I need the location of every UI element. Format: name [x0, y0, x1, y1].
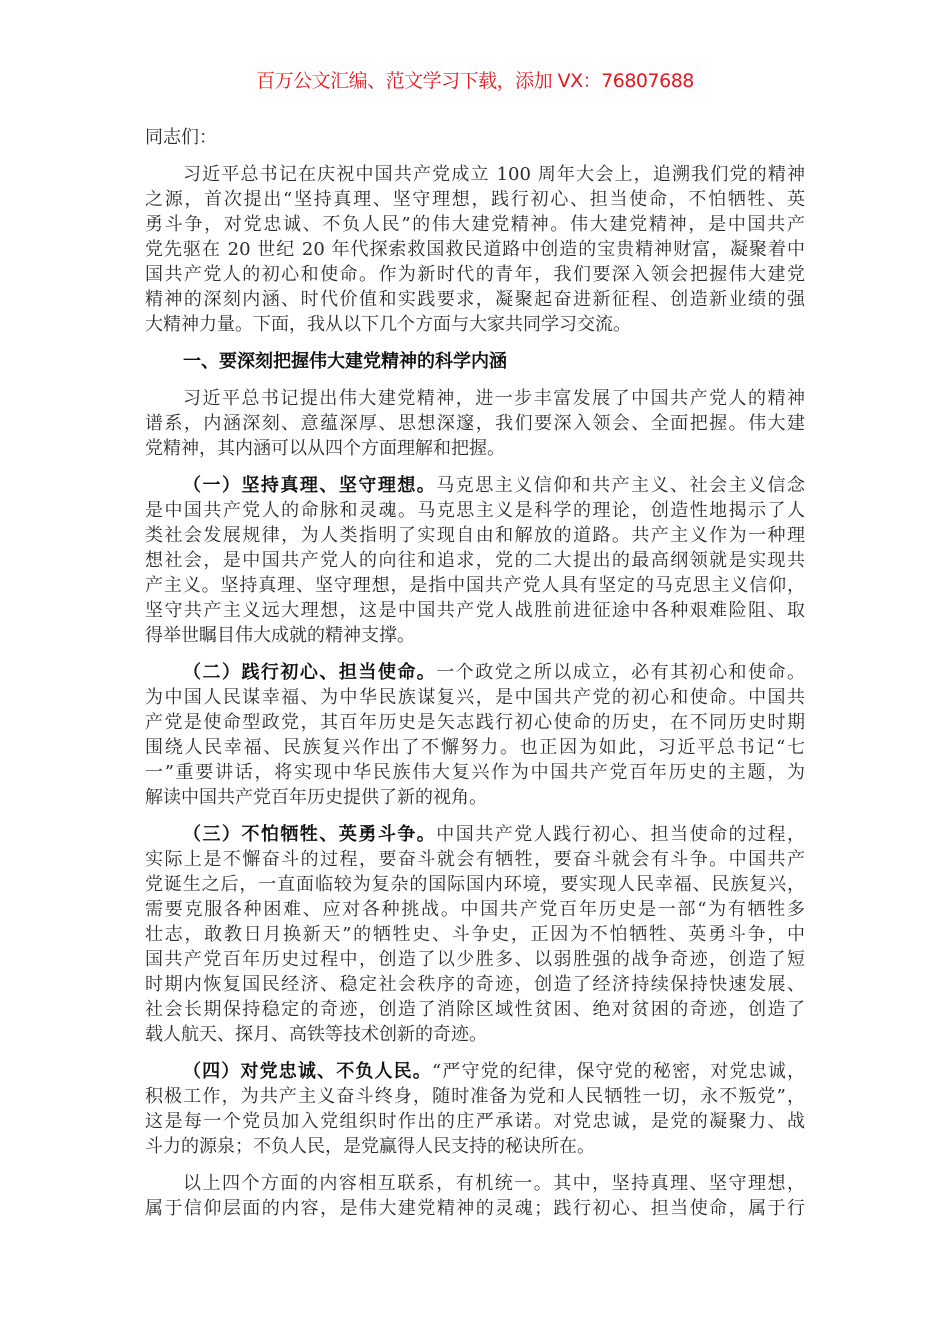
- line-text: 为中国人民谋幸福、为中华民族谋复兴，是中国共产党的初心和使命。中国共: [145, 687, 805, 708]
- paragraph: [145, 162, 805, 337]
- document-body: [145, 125, 805, 1221]
- line-text: 壮志，敢教日月换新天”的牺牲史、斗争史，正因为不怕牺牲、英勇斗争，中: [145, 924, 805, 945]
- paragraph-line: [145, 660, 805, 685]
- paragraph-line: [145, 573, 805, 598]
- paragraph-line: [145, 1196, 805, 1221]
- paragraph-line: [145, 598, 805, 623]
- line-text: 这是每一个党员加入党组织时作出的庄严承诺。对党忠诚，是党的凝聚力、战: [145, 1111, 805, 1132]
- line-text: 属于信仰层面的内容，是伟大建党精神的灵魂；践行初心、担当使命，属于行: [145, 1198, 805, 1219]
- paragraph: [145, 473, 805, 648]
- line-text: 时期内恢复国民经济、稳定社会秩序的奇迹，创造了经济持续保持快速发展、: [145, 974, 805, 995]
- line-text: 党先驱在 20 世纪 20 年代探索救国救民道路中创造的宝贵精神财富，凝聚着中: [145, 239, 805, 260]
- line-text: 党精神，其内涵可以从四个方面理解和把握。: [145, 438, 505, 459]
- paragraph-line: [145, 386, 805, 411]
- line-text: 围绕人民幸福、民族复兴作出了不懈努力。也正因为如此，习近平总书记“七: [145, 737, 805, 758]
- line-text: 解读中国共产党百年历史提供了新的视角。: [145, 787, 487, 808]
- line-text: 精神的深刻内涵、时代价值和实践要求，凝聚起奋进新征程、创造新业绩的强: [145, 289, 805, 310]
- section-heading: 一、要深刻把握伟大建党精神的科学内涵: [183, 351, 507, 372]
- line-text: 类社会发展规律，为人类指明了实现自由和解放的道路。共产主义作为一种理: [145, 525, 805, 546]
- line-text: 习近平总书记提出伟大建党精神，进一步丰富发展了中国共产党人的精神: [183, 388, 805, 409]
- paragraph-line: [145, 212, 805, 237]
- line-text: 谱系，内涵深刻、意蕴深厚、思想深邃，我们要深入领会、全面把握。伟大建: [145, 413, 805, 434]
- paragraph-line: [145, 760, 805, 785]
- line-text: 中国共产党人践行初心、担当使命的过程，: [436, 824, 806, 845]
- paragraph: [145, 660, 805, 810]
- paragraph: [145, 1171, 805, 1221]
- line-text: 之源，首次提出“坚持真理、坚守理想，践行初心、担当使命，不怕牺牲、英: [145, 189, 805, 210]
- paragraph-line: [145, 436, 805, 461]
- line-text: 国共产党人的初心和使命。作为新时代的青年，我们要深入领会把握伟大建党: [145, 264, 805, 285]
- paragraph-line: [145, 523, 805, 548]
- line-text: 马克思主义信仰和共产主义、社会主义信念: [436, 475, 806, 496]
- line-text: 想社会，是中国共产党人的向往和追求，党的二大提出的最高纲领就是实现共: [145, 550, 805, 571]
- paragraph-line: [145, 785, 805, 810]
- line-text: 社会长期保持稳定的奇迹，创造了消除区域性贫困、绝对贫困的奇迹，创造了: [145, 999, 805, 1020]
- line-text: 积极工作，为共产主义奋斗终身，随时准备为党和人民牺牲一切，永不叛党”，: [145, 1086, 805, 1107]
- paragraph-line: [145, 548, 805, 573]
- paragraphs: [145, 162, 805, 1221]
- paragraph-line: [145, 1109, 805, 1134]
- paragraph-line: [145, 685, 805, 710]
- line-text: 是中国共产党人的命脉和灵魂。马克思主义是科学的理论，创造性地揭示了人: [145, 500, 805, 521]
- paragraph-lead: （三）不怕牺牲、英勇斗争。: [183, 824, 437, 845]
- line-text: 载人航天、探月、高铁等技术创新的奇迹。: [145, 1024, 487, 1045]
- paragraph-line: [145, 972, 805, 997]
- line-text: 实际上是不懈奋斗的过程，要奋斗就会有牺牲，要奋斗就会有斗争。中国共产: [145, 849, 805, 870]
- paragraph-lead: （二）践行初心、担当使命。: [183, 662, 437, 683]
- line-text: 国共产党百年历史过程中，创造了以少胜多、以弱胜强的战争奇迹，创造了短: [145, 949, 805, 970]
- paragraph-line: [145, 897, 805, 922]
- line-text: 产主义。坚持真理、坚守理想，是指中国共产党人具有坚定的马克思主义信仰，: [145, 575, 805, 596]
- paragraph-line: [145, 498, 805, 523]
- line-text: 得举世瞩目伟大成就的精神支撑。: [145, 625, 415, 646]
- paragraph: [145, 1059, 805, 1159]
- paragraph-line: [145, 1084, 805, 1109]
- paragraph-line: [145, 473, 805, 498]
- paragraph-line: [145, 1059, 805, 1084]
- paragraph-line: [145, 822, 805, 847]
- line-text: 产党是使命型政党，其百年历史是矢志践行初心使命的历史，在不同历史时期: [145, 712, 805, 733]
- line-text: 坚守共产主义远大理想，这是中国共产党人战胜前进征途中各种艰难险阻、取: [145, 600, 805, 621]
- paragraph-lead: （四）对党忠诚、不负人民。: [183, 1061, 432, 1082]
- paragraph-line: [145, 735, 805, 760]
- line-text: 一”重要讲话，将实现中华民族伟大复兴作为中国共产党百年历史的主题，为: [145, 762, 805, 783]
- paragraph-line: [145, 162, 805, 187]
- paragraph: [145, 822, 805, 1047]
- paragraph-line: [145, 872, 805, 897]
- paragraph-line: [145, 312, 805, 337]
- paragraph-line: [145, 1171, 805, 1196]
- paragraph-line: [145, 187, 805, 212]
- line-text: 党诞生之后，一直面临较为复杂的国际国内环境，要实现人民幸福、民族复兴，: [145, 874, 805, 895]
- salutation: 同志们：: [145, 127, 217, 148]
- paragraph-line: [145, 1134, 805, 1159]
- line-text: 大精神力量。下面，我从以下几个方面与大家共同学习交流。: [145, 314, 631, 335]
- paragraph-line: [145, 947, 805, 972]
- paragraph-line: [145, 237, 805, 262]
- paragraph-line: [145, 1022, 805, 1047]
- paragraph-line: [145, 411, 805, 436]
- line-text: 一个政党之所以成立，必有其初心和使命。: [436, 662, 806, 683]
- line-text: 需要克服各种困难、应对各种挑战。中国共产党百年历史是一部“为有牺牲多: [145, 899, 805, 920]
- line-text: 斗力的源泉；不负人民，是党赢得人民支持的秘诀所在。: [145, 1136, 595, 1157]
- paragraph-line: [145, 847, 805, 872]
- line-text: 习近平总书记在庆祝中国共产党成立 100 周年大会上，追溯我们党的精神: [183, 164, 805, 185]
- paragraph: [145, 386, 805, 461]
- line-text: 以上四个方面的内容相互联系，有机统一。其中，坚持真理、坚守理想，: [183, 1173, 805, 1194]
- paragraph-line: [145, 997, 805, 1022]
- line-text: “严守党的纪律，保守党的秘密，对党忠诚，: [431, 1061, 806, 1082]
- paragraph-line: [145, 262, 805, 287]
- paragraph-line: [145, 710, 805, 735]
- paragraph-line: [145, 623, 805, 648]
- paragraph-line: [145, 922, 805, 947]
- paragraph-line: [145, 287, 805, 312]
- line-text: 勇斗争，对党忠诚、不负人民”的伟大建党精神。伟大建党精神，是中国共产: [145, 214, 805, 235]
- paragraph-lead: （一）坚持真理、坚守理想。: [183, 475, 437, 496]
- watermark-banner: 百万公文汇编、范文学习下载，添加 VX：76807688: [256, 70, 694, 92]
